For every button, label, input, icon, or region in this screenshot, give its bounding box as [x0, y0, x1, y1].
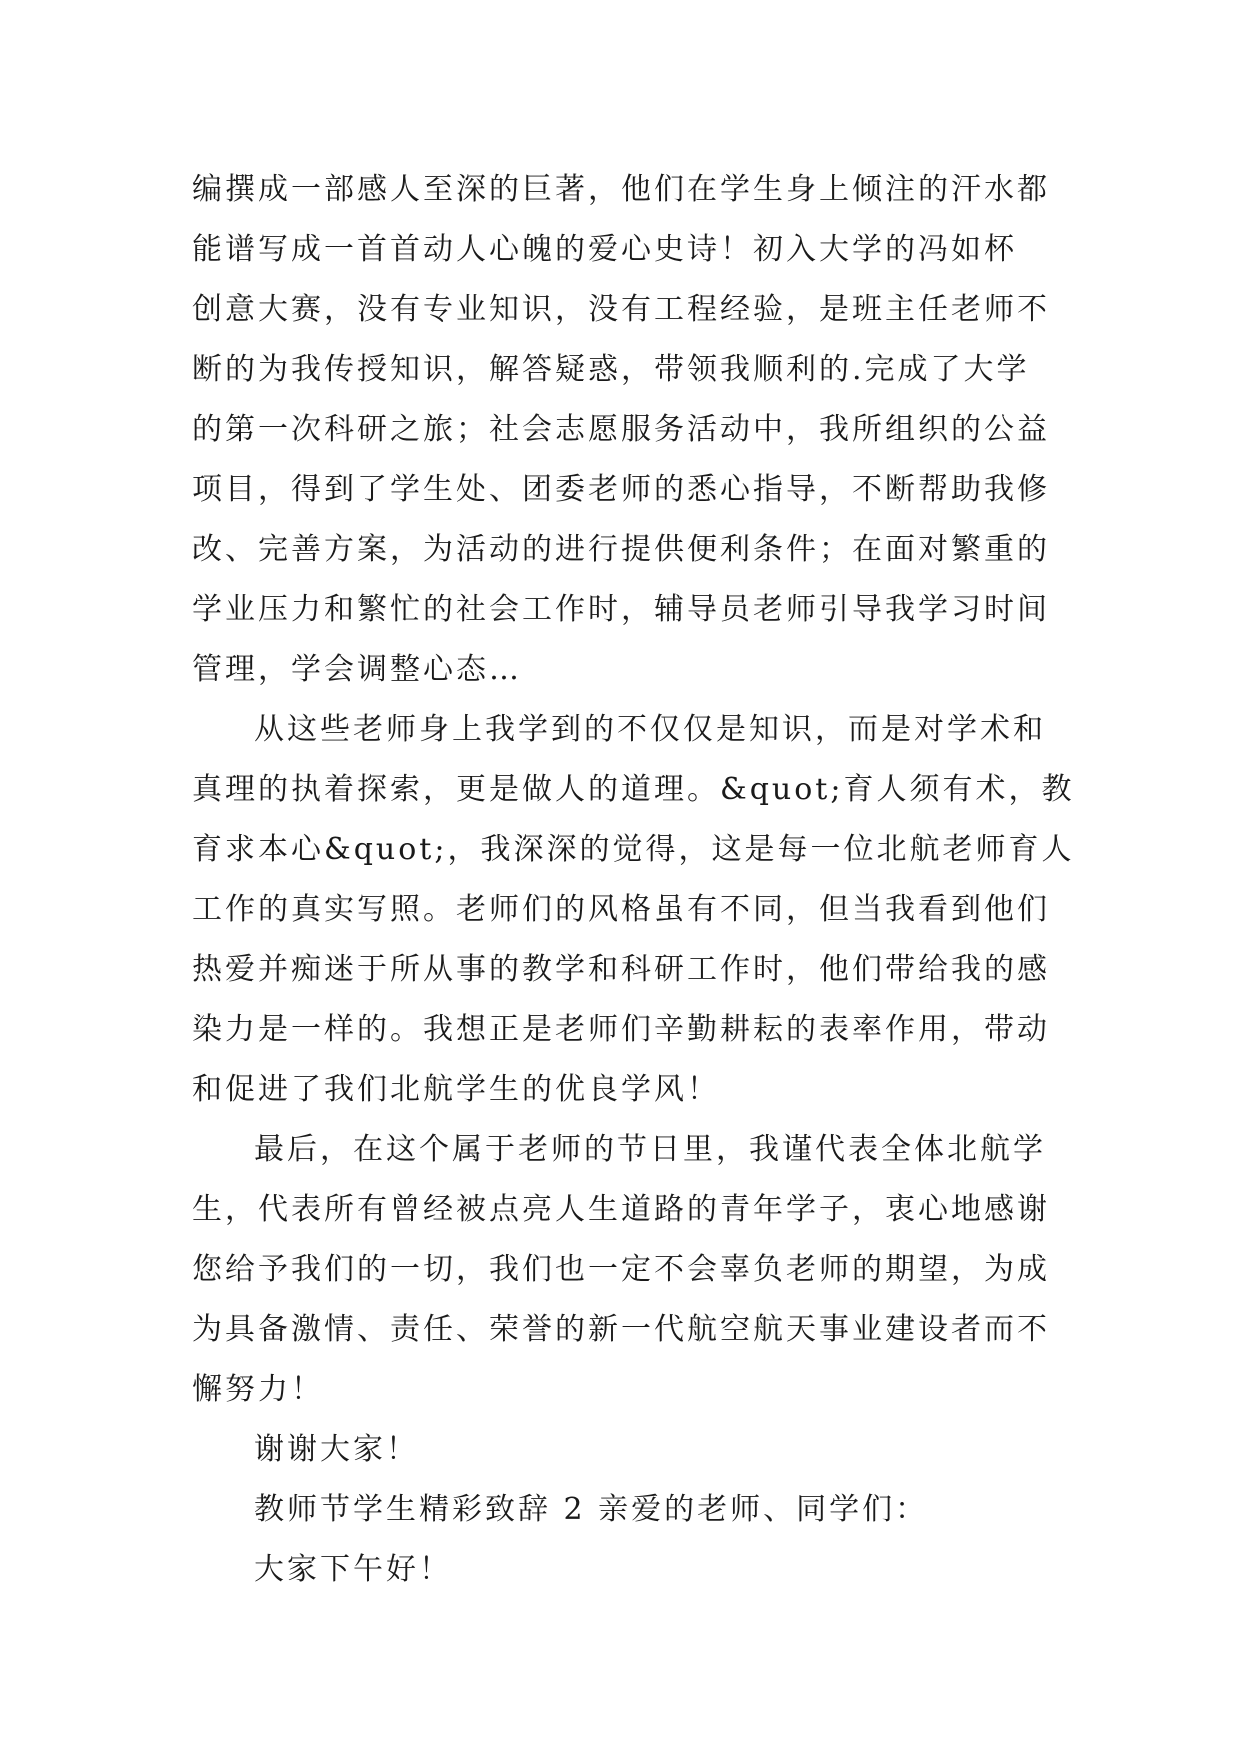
text-line: 编撰成一部感人至深的巨著，他们在学生身上倾注的汗水都: [192, 172, 1050, 207]
text-line: 育求本心&quot;，我深深的觉得，这是每一位北航老师育人: [192, 832, 1075, 867]
text-line: 断的为我传授知识，解答疑惑，带领我顺利的.完成了大学: [192, 352, 1030, 387]
text-line: 生，代表所有曾经被点亮人生道路的青年学子，衷心地感谢: [192, 1192, 1050, 1227]
text-line: 改、完善方案，为活动的进行提供便利条件；在面对繁重的: [192, 532, 1050, 567]
text-line: 热爱并痴迷于所从事的教学和科研工作时，他们带给我的感: [192, 952, 1050, 987]
text-line: 的第一次科研之旅；社会志愿服务活动中，我所组织的公益: [192, 412, 1050, 447]
text-line: 为具备激情、责任、荣誉的新一代航空航天事业建设者而不: [192, 1312, 1050, 1347]
text-line: 您给予我们的一切，我们也一定不会辜负老师的期望，为成: [192, 1252, 1050, 1287]
paragraph-start-line: 谢谢大家！: [254, 1432, 419, 1467]
paragraph-start-line: 从这些老师身上我学到的不仅仅是知识，而是对学术和: [254, 712, 1046, 747]
paragraph-start-line: 最后，在这个属于老师的节日里，我谨代表全体北航学: [254, 1132, 1046, 1167]
text-line: 能谱写成一首首动人心魄的爱心史诗！初入大学的冯如杯: [192, 232, 1017, 267]
text-line: 和促进了我们北航学生的优良学风！: [192, 1072, 720, 1107]
text-line: 染力是一样的。我想正是老师们辛勤耕耘的表率作用，带动: [192, 1012, 1050, 1047]
text-line: 学业压力和繁忙的社会工作时，辅导员老师引导我学习时间: [192, 592, 1050, 627]
paragraph-start-line: 大家下午好！: [254, 1552, 452, 1587]
text-line: 真理的执着探索，更是做人的道理。&quot;育人须有术，教: [192, 772, 1075, 807]
paragraph-start-line: 教师节学生精彩致辞 2 亲爱的老师、同学们：: [254, 1492, 929, 1527]
text-line: 懈努力！: [192, 1372, 324, 1407]
text-line: 项目，得到了学生处、团委老师的悉心指导，不断帮助我修: [192, 472, 1050, 507]
text-line: 工作的真实写照。老师们的风格虽有不同，但当我看到他们: [192, 892, 1050, 927]
text-line: 创意大赛，没有专业知识，没有工程经验，是班主任老师不: [192, 292, 1050, 327]
text-line: 管理，学会调整心态…: [192, 652, 522, 687]
document-body: [192, 160, 1075, 1600]
